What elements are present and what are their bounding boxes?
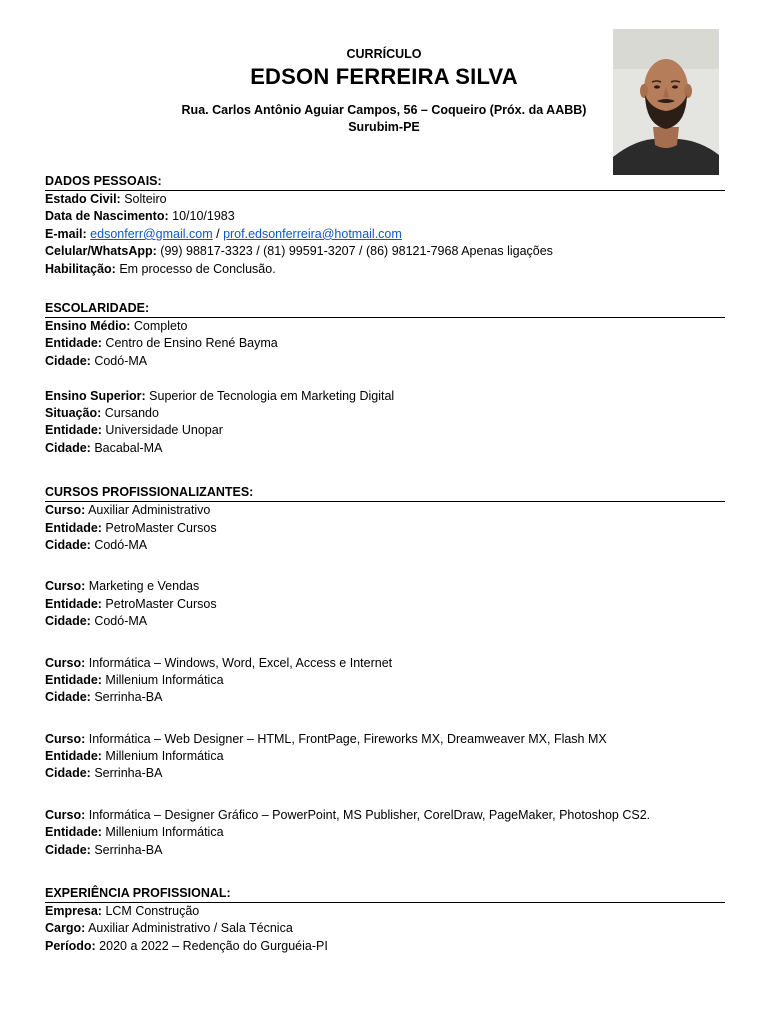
experience-role: Cargo: Auxiliar Administrativo / Sala Técnica	[45, 921, 293, 936]
address-line-1: Rua. Carlos Antônio Aguiar Campos, 56 – Coqueiro (Próx. da AABB)	[181, 103, 587, 117]
marital-status: Estado Civil: Solteiro	[45, 192, 167, 206]
section-title-education: ESCOLARIDADE:	[45, 300, 725, 318]
email-link-2[interactable]: prof.edsonferreira@hotmail.com	[223, 226, 402, 241]
course-item: Curso: Marketing e Vendas Entidade: PetroMaster Cursos Cidade: Codó-MA	[45, 579, 217, 629]
address-line-2: Surubim-PE	[348, 120, 420, 134]
candidate-name: EDSON FERREIRA SILVA	[250, 64, 518, 89]
course-item: Curso: Auxiliar Administrativo Entidade: PetroMaster Cursos Cidade: Codó-MA	[45, 503, 217, 552]
high-school-level: Ensino Médio: Completo	[45, 318, 188, 333]
birth-date: Data de Nascimento: 10/10/1983	[45, 209, 235, 224]
course-item: Curso: Informática – Designer Gráfico – PowerPoint, MS Publisher, CorelDraw, PageMaker, Photoshop CS2. Entidade: Millenium Informática Cidade: Serrinha-BA	[45, 807, 651, 857]
section-title-courses: CURSOS PROFISSIONALIZANTES:	[45, 484, 725, 502]
course-item: Curso: Informática – Web Designer – HTML, FrontPage, Fireworks MX, Dreamweaver MX, Flash MX Entidade: Millenium Informática Cidade: Serrinha-BA	[45, 731, 607, 781]
document-label: CURRÍCULO	[346, 47, 422, 61]
section-title-personal: DADOS PESSOAIS:	[45, 173, 725, 191]
experience-company: Empresa: LCM Construção	[45, 904, 200, 919]
experience-period: Período: 2020 a 2022 – Redenção do Gurguéia-PI	[45, 938, 328, 953]
course-item: Curso: Informática – Windows, Word, Excel, Access e Internet Entidade: Millenium Informática Cidade: Serrinha-BA	[45, 655, 393, 705]
high-school-city: Cidade: Codó-MA	[45, 353, 148, 368]
profile-photo	[613, 29, 719, 175]
section-title-experience: EXPERIÊNCIA PROFISSIONAL:	[45, 885, 725, 903]
email-link-1[interactable]: edsonferr@gmail.com	[90, 226, 213, 241]
license-line: Habilitação: Em processo de Conclusão.	[45, 261, 276, 276]
resume-body	[45, 173, 725, 955]
higher-ed-level: Ensino Superior: Superior de Tecnologia em Marketing Digital	[45, 388, 395, 403]
high-school-entity: Entidade: Centro de Ensino René Bayma	[45, 336, 278, 351]
email-line: E-mail: edsonferr@gmail.com / prof.edsonferreira@hotmail.com	[45, 226, 402, 241]
phone-line: Celular/WhatsApp: (99) 98817-3323 / (81) 99591-3207 / (86) 98121-7968 Apenas ligações	[45, 244, 553, 259]
higher-ed-status: Situação: Cursando	[45, 406, 159, 421]
higher-ed-entity: Entidade: Universidade Unopar	[45, 423, 223, 438]
higher-ed-city: Cidade: Bacabal-MA	[45, 440, 163, 455]
